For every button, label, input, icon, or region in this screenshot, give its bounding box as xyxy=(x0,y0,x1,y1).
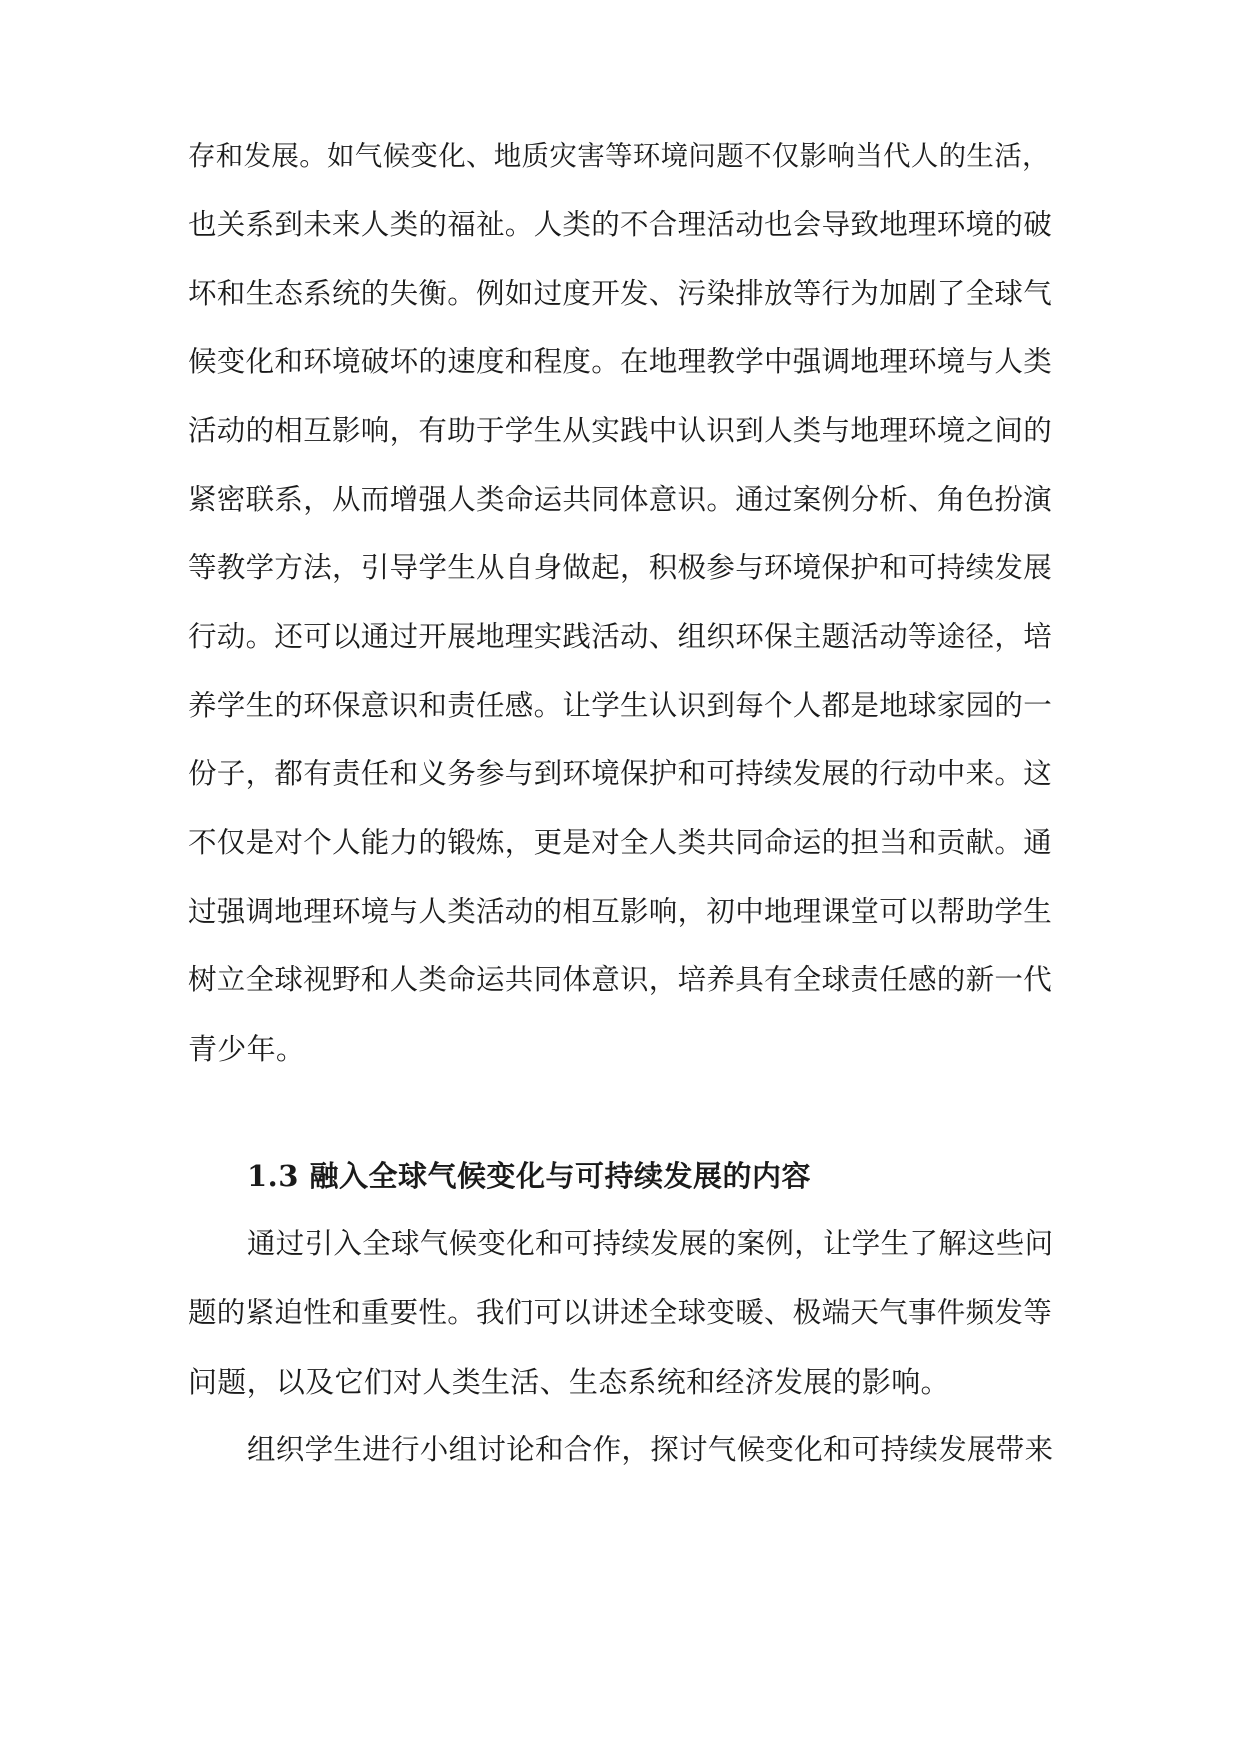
text-line: 不仅是对个人能力的锻炼，更是对全人类共同命运的担当和贡献。通 xyxy=(188,826,1053,859)
text-line: 等教学方法，引导学生从自身做起，积极参与环境保护和可持续发展 xyxy=(188,551,1053,584)
text-line: 坏和生态系统的失衡。例如过度开发、污染排放等行为加剧了全球气 xyxy=(188,277,1053,310)
text-line: 存和发展。如气候变化、地质灾害等环境问题不仅影响当代人的生活， xyxy=(188,140,1050,172)
text-line: 组织学生进行小组讨论和合作，探讨气候变化和可持续发展带来 xyxy=(247,1433,1054,1466)
text-line: 养学生的环保意识和责任感。让学生认识到每个人都是地球家园的一 xyxy=(188,689,1053,722)
text-line: 行动。还可以通过开展地理实践活动、组织环保主题活动等途径，培 xyxy=(188,620,1053,653)
text-line: 过强调地理环境与人类活动的相互影响，初中地理课堂可以帮助学生 xyxy=(188,895,1053,928)
text-line: 通过引入全球气候变化和可持续发展的案例，让学生了解这些问 xyxy=(247,1227,1054,1260)
section-heading: 1.3 融入全球气候变化与可持续发展的内容 xyxy=(247,1159,812,1193)
text-line: 候变化和环境破坏的速度和程度。在地理教学中强调地理环境与人类 xyxy=(188,345,1053,378)
text-line: 树立全球视野和人类命运共同体意识，培养具有全球责任感的新一代 xyxy=(188,963,1053,996)
text-line: 问题，以及它们对人类生活、生态系统和经济发展的影响。 xyxy=(188,1365,950,1399)
text-line: 活动的相互影响，有助于学生从实践中认识到人类与地理环境之间的 xyxy=(188,414,1053,447)
text-line: 青少年。 xyxy=(188,1032,306,1066)
text-line: 紧密联系，从而增强人类命运共同体意识。通过案例分析、角色扮演 xyxy=(188,483,1053,516)
text-line: 也关系到未来人类的福祉。人类的不合理活动也会导致地理环境的破 xyxy=(188,208,1053,241)
text-line: 题的紧迫性和重要性。我们可以讲述全球变暖、极端天气事件频发等 xyxy=(188,1296,1053,1329)
text-line: 份子，都有责任和义务参与到环境保护和可持续发展的行动中来。这 xyxy=(188,757,1053,790)
